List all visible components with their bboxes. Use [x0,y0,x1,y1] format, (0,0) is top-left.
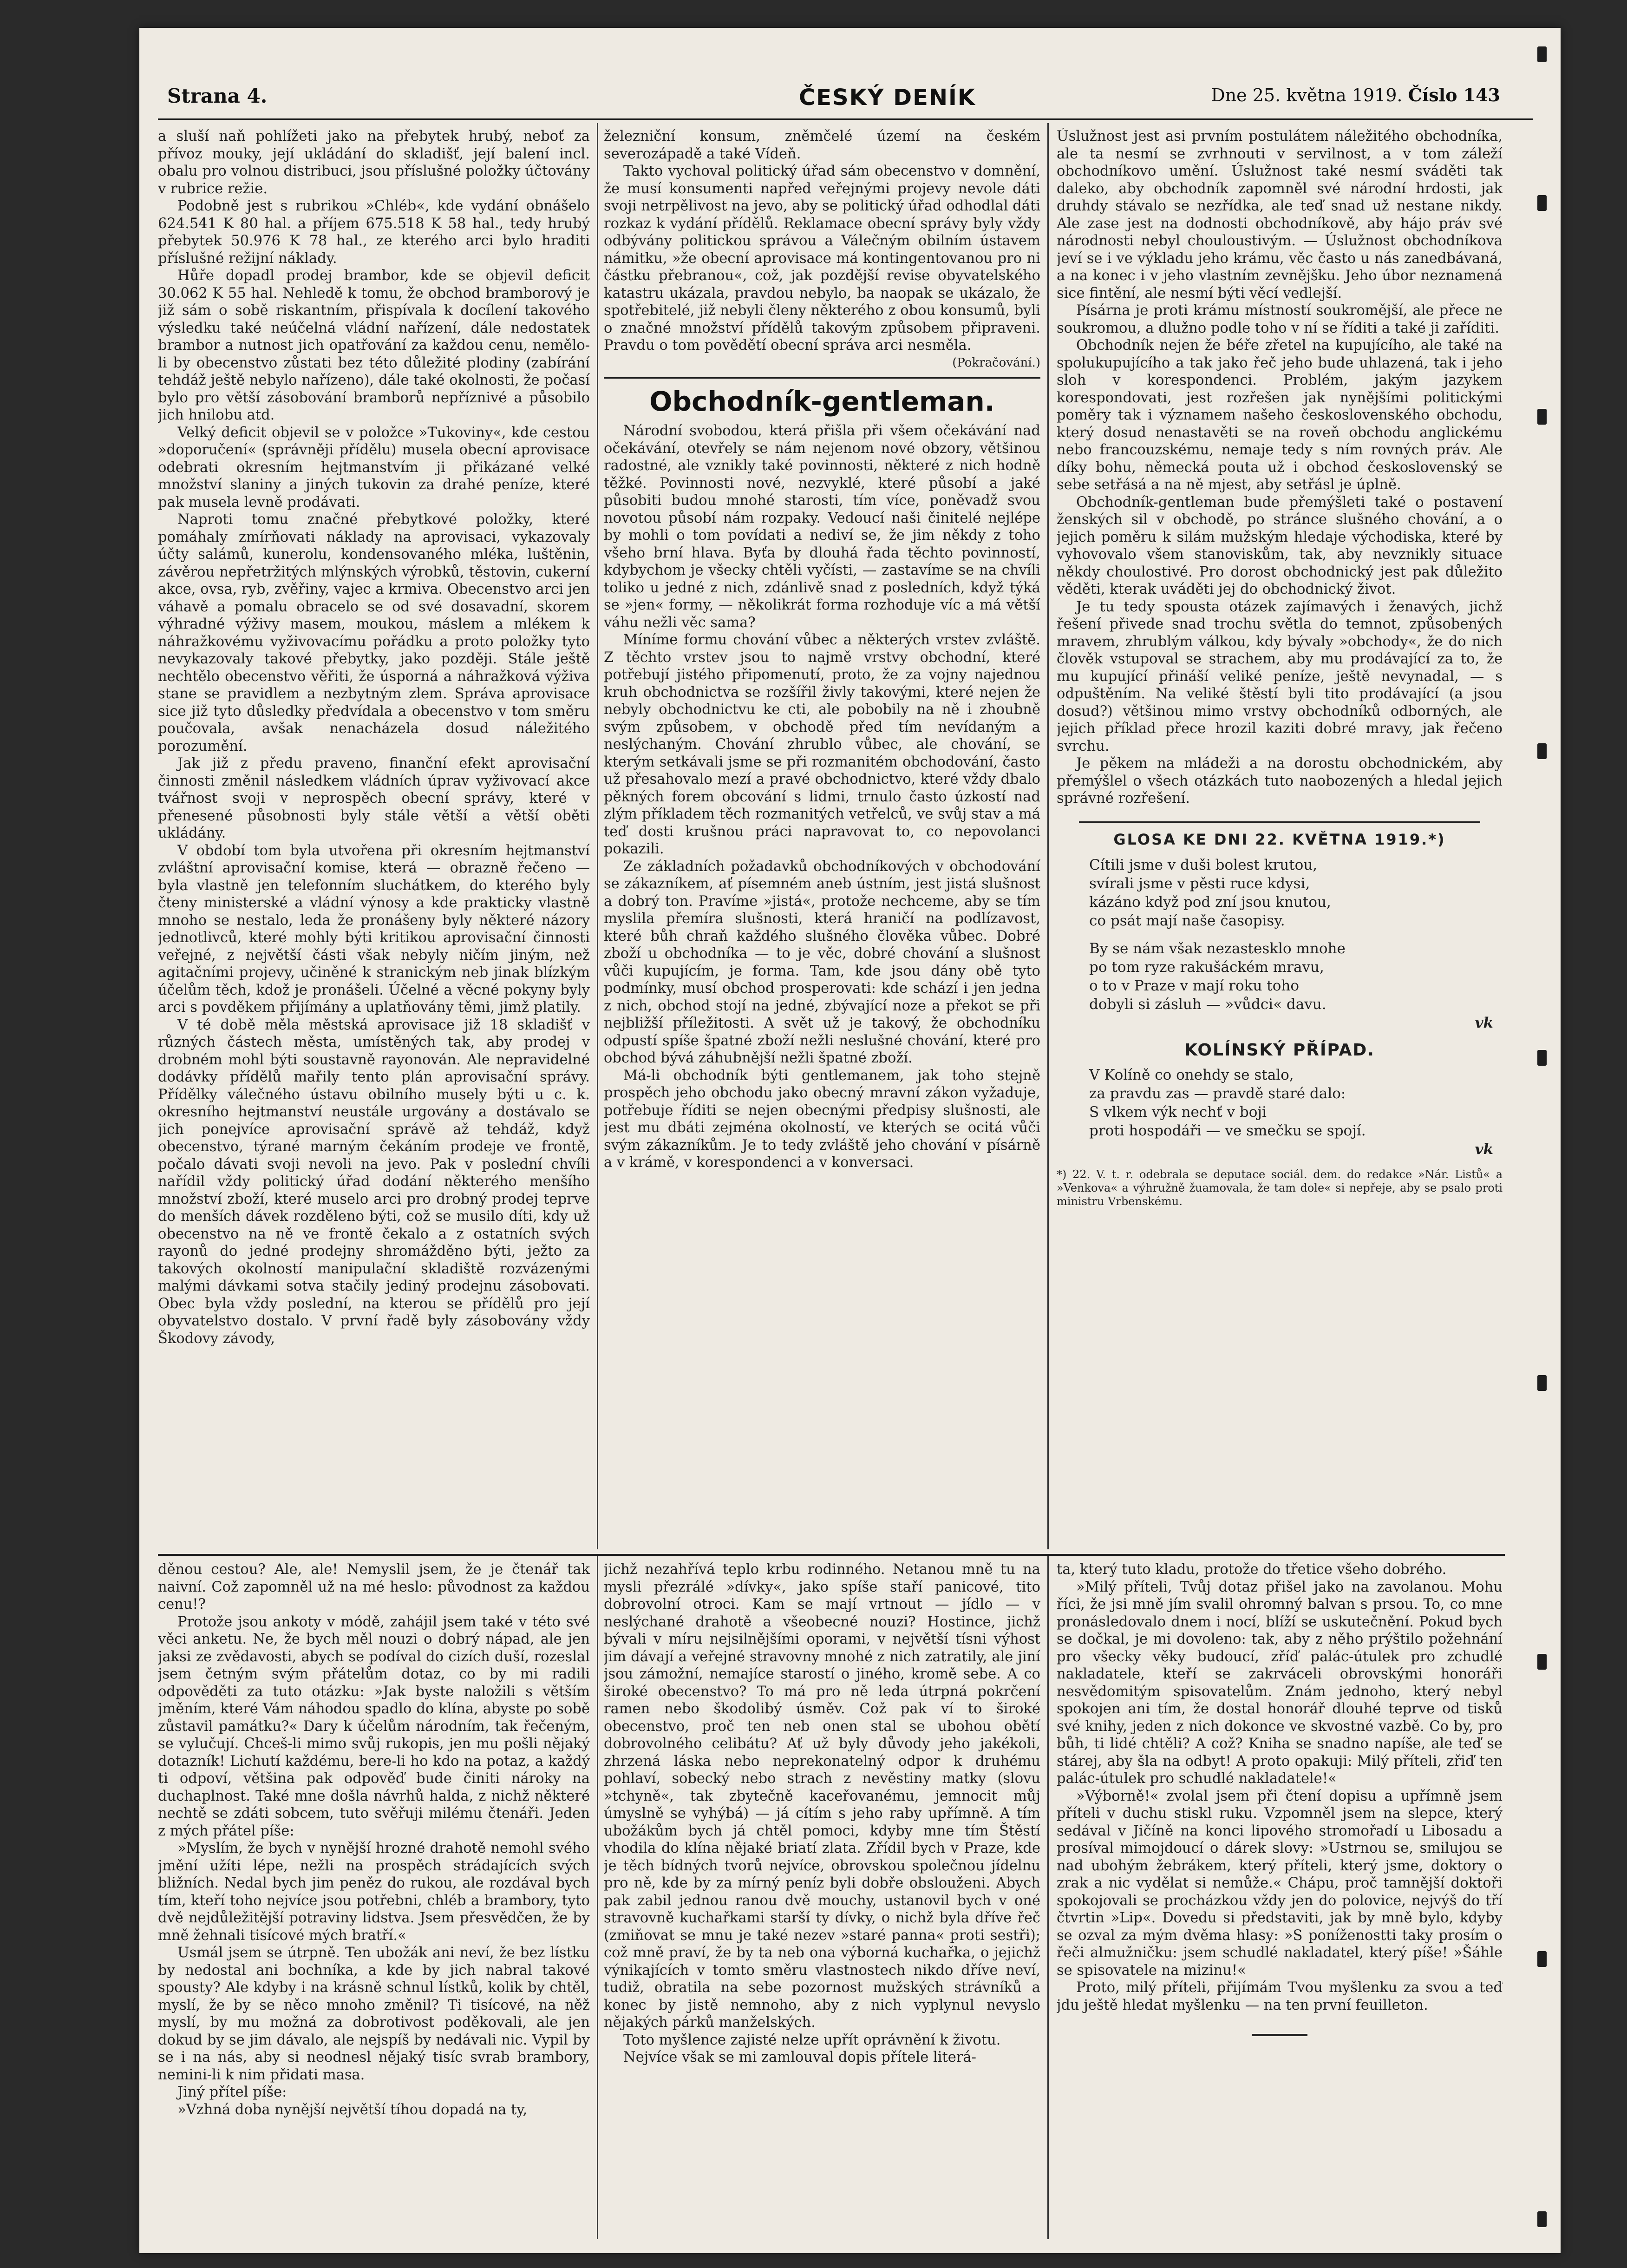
paragraph: Jiný přítel píše: [177,2084,287,2100]
verse-line: svírali jsme v pěsti ruce kdysi, [1089,875,1310,892]
masthead-rule [158,118,1533,120]
verse-line: By se nám však nezastesklo mnohe [1089,940,1346,957]
column-rule-3 [597,1556,598,2239]
verse-line: za pravdu zas — pravdě staré dalo: [1089,1085,1346,1102]
verse-line: Cítili jsme v duši bolest krutou, [1089,857,1318,873]
verse-line: V Kolíně co onehdy se stalo, [1089,1066,1294,1083]
verse-line: S vlkem výk nechť v boji [1089,1103,1267,1121]
paragraph: Úslužnost jest asi prvním postulátem náležitého obchodníka, ale ta nesmí se zvrhnouti v servilnost, a v tom záleží obchodníkovo umění. Úslužnost také nesmí sváděti tak daleko, aby obchodník zapomněl své národní hrdosti, jak druhdy stávalo se nezřídka, ale teď snad už nestane nikdy. Ale zase jest na dodnosti obchodníkově, aby hájo práv své národnosti nebyl chouloustivým. — Úslužnost obchodníkova jeví se i ve výkladu jeho krámu, věc často u nás zanedbávaná, a na konec i v jeho vlastním zevnějšku. Jeho úbor neznamená sice fintění, ale nesmí býti věcí vedlejší. [1057,128,1503,302]
paragraph: Obchodník nejen že béře zřetel na kupujícího, ale také na spolukupujícího a tak jako řeč jeho bude uhlazená, tak i jeho sloh v korespondenci. Problém, jakým jazykem korespondovati, jest rozřešen jak nynějšími politickými poměry tak i významem našeho československého obchodu, který dosud nenastavěti se na roveň obchodu anglickému nebo francouzskému, nemaje tedy s ním rovných práv. Ale díky bohu, německá pouta už i obchod československý se sebe setřásá a na ně mjest, aby setřásl je úplně. [1057,337,1503,493]
paragraph: Má-li obchodník býti gentlemanem, jak toho stejně prospěch jeho obchodu jako obecný mravní zákon vyžaduje, potřebuje říditi se nejen obecnými předpisy slušnosti, ale jest mu dbáti zejména okolností, ve kterých se ocitá vůči svým zákazníkům. Je to tedy zvláště jeho chování v písárně a v krámě, v korespondenci a v konversaci. [604,1067,1040,1171]
end-mark [1057,2023,1503,2041]
paragraph: a sluší naň pohlížeti jako na přebytek hrubý, neboť za přívoz mouky, její ukládání do skladišť, její balení incl. obalu pro volnou distribuci, jsou příslušné položky účtovány v rubrice režie. [158,128,590,197]
paragraph: V té době měla městská aprovisace již 18 skladišť v různých částech města, umístěných tak, aby prodej v drobném mohl býti soustavně rayonován. Ale nepravidelné dodávky přídělů mařily tento plán aprovisační správy. Přídělky válečného ústavu obilního musely býti u c. k. okresního hejtmanství neustále urgovány a dostávalo se jich ponejvíce aprovisační správě až tehdáž, když obecenstvo, týrané marným čekáním prodeje ve frontě, počalo dávati svoji nevoli na jevo. Pak v poslední chvíli nařídil vždy politický úřad dodání některého menšího množství zboží, které muselo arci pro drobný prodej teprve do menších dávek rozděleno býti, což se musilo díti, kdy už obecenstvo na ně ve frontě čekalo a z ostatních svých rayonů do jedné prodejny shromážděno býti, ježto za takových okolností manipulační skladiště rozvázenými malými dávkami sotva stačily jediný prodejnu zásobovati. Obec byla vždy poslední, na kterou se přídělů pro její obyvatelstvo dostalo. V první řadě byly zásobovány vždy Škodovy závody, [158,1016,590,1347]
verse-line: proti hospodáři — ve smečku se spojí. [1089,1122,1366,1139]
paragraph: Míníme formu chování vůbec a některých vrstev zvláště. Z těchto vrstev jsou to najmě vrstvy obchodní, které potřebují jistého připomenutí, proto, že za vojny najednou kruh obchodnictva se rozšířil živly takovými, které nejen že nebyly obchodnictvu ke cti, ale pobobily na ně i zhoubně svým způsobem, v obchodě před tím nevídaným a neslýchaným. Chování zhrublo vůbec, ale chování, se kterým setkávali jsme se při rozmanitém obchodování, často už přesahovalo mezí a pravé obchodnictvo, které vždy dbalo pěkných forem obcování s lidmi, trnulo často úzkostí nad zlým příkladem těch rozmanitých vetřelců, ve svůj stav a má teď dosti krušnou práci napravovat to, co nepovolanci pokazili. [604,632,1040,857]
article-body [604,422,1040,1172]
paragraph: Písárna je proti krámu místností soukromější, ale přece ne soukromou, a dlužno podle toho v ní se říditi a také ji zaříditi. [1057,302,1503,336]
column-rule-4 [1047,1556,1049,2239]
column-1-bottom [158,1561,590,2239]
column-rule-1 [597,123,598,1549]
newspaper-page [139,28,1561,2253]
paragraph: Podobně jest s rubrikou »Chléb«, kde vydání obnášelo 624.541 K 80 hal. a příjem 675.518 K 58 hal., tedy hrubý přebytek 50.976 K 78 hal., ze kterého arci bylo hraditi příslušné režijní náklady. [158,198,590,267]
paragraph: »Výborně!« zvolal jsem při čtení dopisu a upřímně jsem příteli v duchu stiskl ruku. Vzpomněl jsem na slepce, který sedával v Jičíně na konci lipového stromořadí u Libosadu a prosíval mimojdoucí o dárek slovy: »Ustrnou se, smilujou se nad ubohým žebrákem, který příteli, který jsme, doktory o zrak a nic vydělat si nemůže.« Chápu, proč tamnější doktoři spokojovali se procházkou vždy jen do polovice, nejvýš do tří čtvrtin »Lip«. Dovedu si představiti, jak by mně bylo, kdyby se ozval za mým dvěma hlasy: »S poníženostti taky prosím o řeči almužničku: jsem schudlé nakladatel, který píše! »Šáhle se spisovatele na mizinu!« [1057,1788,1503,1979]
verse-line: dobyli si zásluh — »vůdci« davu. [1089,996,1326,1013]
paragraph: Naproti tomu značné přebytkové položky, které pomáhaly zmírňovati náklady na aprovisaci, vykazovaly účty salámů, kunerolu, kondensovaného mléka, luštěnin, závěrou nepřetržitých mlýnských výrobků, těstovin, cukerní akce, ovsa, ryb, zvěřiny, vajec a krmiva. Obecenstvo arci jen váhavě a pomalu obracelo se od své dosavadní, skorem výhradné výživy masem, moukou, máslem a mlékem k náhražkovému vyživovacímu pořádku a proto položky tyto nevykazovaly takové přebytky, jako později. Stále ještě nechtělo obecenstvo věřiti, že úsporná a náhražková výživa stane se pravidlem a nezbytným zlem. Správa aprovisace sice již tyto důsledky předvídala a obecenstvo v tom směru poučovala, avšak nenacházela dosud náležitého porozumění. [158,511,590,754]
masthead [139,74,1561,111]
paragraph: Hůře dopadl prodej brambor, kde se objevil deficit 30.062 K 55 hal. Nehledě k tomu, že obchod bramborový je již sám o sobě riskantním, přispívala k docílení takového výsledku také neúčelná vládní nařízení, dále nedostatek brambor a nutnost jich opatřování za každou cenu, nemělo-li by obecenstvo zůstati bez této důležité plodiny (zabírání tehdáž ještě nebylo nařízeno), dále také okolnosti, že počasí bylo pro větší zásobování bramborů nepříznivé a působilo jich hnilobu atd. [158,268,590,423]
paragraph: Ze základních požadavků obchodníkových v obchodování se zákazníkem, ať písemném aneb ústním, jest jistá slušnost a dobrý ton. Pravíme »jistá«, protože nechceme, aby se tím myslila přemíra slušnosti, která hraničí na podlízavost, které bůh chraň každého slušného člověka vůbec. Dobré zboží u obchodníka — to je věc, dobré chování a slušnost vůči kupujícím, je forma. Tam, kde jsou dány obě tyto podmínky, musí obchod prosperovati: kde schází i jen jedna z nich, obchod stojí na jedné, zbývající noze a překot se při nejbližší příležitosti. A svět už je takový, že obchodníku odpustí spíše špatné zboží nežli neslušné chování, které pro obchod bývá záhubnější nežli špatné zboží. [604,858,1040,1066]
date-text: Dne 25. května 1919. [1211,85,1403,105]
paragraph: jichž nezahřívá teplo krbu rodinného. Netanou mně tu na mysli přezrálé »dívky«, jako spíše staří panicové, tito dobrovolní otroci. Kam se mají vrtnout — jídlo — v neslýchané drahotě a všeobecné nouzi? Hostince, jichž bývali v míru nejsilnějšími oporami, v největší tísni výhost jim dávají a veřejné stravovny mnohé z nich zatratily, ale jiní jsou zámožní, nemajíce starostí o jiného, kromě sebe. A co široké obecenstvo? To má pro ně leda útrpná pokrčení ramen nebo škodolibý úsměv. Což pak ví to široké obecenstvo, proč ten neb onen stal se ubohou obětí dobrovolného celibátu? Ať už byly důvody jeho jakékoli, zhrzená láska nebo neprekonatelný odpor k druhému pohlaví, sobecký nebo strach z nevěstiny matky (slovu »tchyně«, tak zbytečně kaceřovanému, jemnocit můj úmyslně se vyhýbá) — já cítím s jeho raby upřímně. A tím ubožákům bych já chtěl pomoci, kdyby mne tím Štěstí vhodila do klína nějaké briatí zlata. Zřídil bych v Praze, kde je těch bídných tvorů nejvíce, obrovskou společnou jídelnu pro ně, kde by za mírný peníz byli dobře obslouženi. Abych pak zabil jednou ranou dvě mouchy, ustanovil bych v oné stravovně kuchařkami starší ty dívky, o nichž byla dříve řeč (zmiňovat se mnu je také nezev »staré panna« proti sestři); což mně praví, že by ta neb ona výborná kuchařka, o jejichž výnikajících v tomto směru vlastnostech nikdo dříve neví, tudiž, obratila na sebe pozornost mužských strávníků a konec by jistě nemnoho, aby z nich vyplynul nevyslo nějakých párků manželských. [604,1561,1040,2031]
article-title: Obchodník-gentleman. [649,386,995,417]
issue-date [1211,85,1500,105]
paragraph: Je tu tedy spousta otázek zajímavých i ženavých, jichž řešení přivede snad trochu světla do temnot, způsobených mravem, zhrublým válkou, kdy bývaly »obchody«, že do nich člověk vstupoval se strachem, aby mu prodávající za to, že mu kupující přináší veliké peníze, ještě nevynadal, — s odpuštěním. Na veliké štěstí byli tito prodávající (a jsou dosud?) většinou mimo vrstvy obchodníků odborných, ale jejich příklad přece hrozil kaziti dobré mravy, jak řečeno svrchu. [1057,598,1503,754]
paragraph: V období tom byla utvořena při okresním hejtmanství zvláštní aprovisační komise, která — obrazně řečeno — byla vlastně jen telefonním sluchátkem, do kterého byly čteny ministerské a vládní výnosy a kde prakticky vlastně mnoho se nestalo, leda že pronášeny byly některé názory jednotlivců, které mohly býti kritikou aprovisační činnosti veřejné, z největší části však nebyly ničím jiným, než agitačními projevy, učiněné k stranickým neb jinak blízkým účelům těch, kdož je pronášeli. Účelné a věcné pokyny byly arci s povděkem přijímány a uplatňovány těmi, jimž platily. [158,842,590,1016]
column-3-bottom-body [1057,1561,1503,2014]
feuilleton-rule [158,1554,1505,1556]
paragraph: Velký deficit objevil se v položce »Tukoviny«, kde cestou »doporučení« (správněji přídělu) musela obecní aprovisace odebrati okresním hejtmanstvím ji přikázané velké množství slaniny a jiných tukovin za drahé peníze, které pak musela levně prodávati. [158,424,590,511]
paragraph: Protože jsou ankoty v módě, zahájil jsem také v této své věci anketu. Ne, že bych měl nouzi o dobrý nápad, ale jen jaksi ze zvědavosti, abych se podíval do cizích duší, rozeslal jsem četným svým přátelům dotaz, co by mi radili odpověděti za tuto otázku: »Jak byste naložili s větším jměním, které Vám náhodou spadlo do klína, abyste po sobě zůstavil památku?« Dary k účelům národním, tak řečeným, se vylučují. Chceš-li mimo svůj rukopis, jen mu pošli nějaký dotazník! Lichutí každému, bere-li ho kdo na potaz, a každý ti odpoví, většina pak odpověď bude činiti nároky na duchaplnost. Také mne došla návrhů halda, z nichž některé nechtě se zdáti sobcem, tuto svěřuji milému čtenáři. Jeden z mých přátel píše: [158,1613,590,1839]
paragraph: Obchodník-gentleman bude přemýšleti také o postavení ženských sil v obchodě, po stránce slušného chování, a o jejich poměru k silám mužským hledaje východiska, které by vyhovovalo všem stanoviskům, tak, aby nevznikly situace někdy choulostivé. Pro dorost obchodnický jest pak důležito věděti, kterak uváděti jej do obchodnický život. [1057,494,1503,597]
author-signature: vk [1475,1015,1493,1031]
paragraph: Toto myšlence zajisté nelze upřít oprávnění k životu. [623,2032,1001,2048]
footnote: *) 22. V. t. r. odebrala se deputace sociál. dem. do redakce »Nár. Listů« a »Venkova« a výhružně žuamovala, že tam dole« si nepřeje, aby se psalo proti ministru Vrbenskému. [1057,1167,1503,1208]
column-2-bottom [604,1561,1040,2239]
paragraph: »Milý příteli, Tvůj dotaz přišel jako na zavolanou. Mohu říci, že jsi mně jím svalil ohromný balvan s prsou. To, co mne pronásledovalo dnem i nocí, blíží se uskutečnění. Pokud bych se dočkal, je mi dovoleno: tak, aby z něho prýštilo požehnání pro všecky věky budoucí, zříď palác-útulek pro zchudlé nakladatele, kteří se zakrváceli obrovskými honoráři nesvědomitým spisovatelům. Znám jednoho, který nebyl spokojen ani tím, že dostal honorář dlouhé teprve od tisků své knihy, jeden z nich dokonce ve skvostné vazbě. Co by, pro bůh, ti lidé chtěli? A což? Kniha se snadno napíše, ale teď se stárej, aby šla na odbyt! A proto opakuji: Milý příteli, zřiď ten palác-útulek pro schudlé nakladatele!« [1057,1579,1503,1787]
paragraph: Jak již z předu praveno, finanční efekt aprovisační činnosti změnil následkem vládních úprav vyživovací akce tvářnost svoji v neprospěch obecní správy, které v přenesené působnosti byly stále větší a větší oběti ukládány. [158,755,590,841]
glosa-stanza-1 [1089,856,1503,930]
paragraph: Usmál jsem se útrpně. Ten ubožák ani neví, že bez lístku by nedostal ani bochníka, a kde by jich nabral takové spousty? Ale kdyby i na krásně schnul lístků, kolik by chtěl, myslí, že by se něco mnoho změnil? Ti tisícové, na něž myslí, by mu možná za dobrotivost poděkovali, ale jen dokud by se jim dávalo, ale nejspíš by nedávali nic. Vypil by se i na nás, aby si neodnesl nějaký tisíc svrab brambory, nemini-li k nim přidati masa. [158,1945,590,2083]
paragraph: Je pěkem na mládeži a na dorostu obchodnickém, aby přemýšlel o všech otázkách tuto naobozených a hledal jejich správné rozřešení. [1057,755,1503,806]
verse-line: o to v Praze v mají roku toho [1089,977,1300,994]
paragraph: železniční konsum, zněmčelé území na českém severozápadě a také Vídeň. [604,128,1040,162]
paragraph: »Vzhná doba nynější největší tíhou dopadá na ty, [177,2101,528,2118]
paragraph: Proto, milý příteli, přijímám Tvou myšlenku za svou a teď jdu ještě hledat myšlenku — na ten první feuilleton. [1057,1980,1503,2013]
glosa-title: GLOSA KE DNI 22. KVĚTNA 1919.*) [1113,830,1446,848]
paragraph: Národní svobodou, která přišla při všem očekávání nad očekávání, otevřely se nám nejenom nové obzory, většinou radostné, ale vznikly také povinnosti, některé z nich hodně těžké. Povinnosti nové, nezvyklé, které působí a jaké působiti budou mnohé starosti, tím více, poněvadž svou novotou působí nám rozpaky. Vedoucí naši činitelé nejlépe by mohli o tom povídati a nediví se, že jim někdy z toho všeho brní hlava. Byťa by dlouhá řada těchto povinností, kdybychom je všecky chtěli vyčísti, — zastavíme se na chvíli toliko u jedné z nich, zdánlivě snad z posledních, když týká se »jen« formy, — několikrát forma rozhoduje víc a má větší váhu nežli věc sama? [604,423,1040,631]
glosa-stanza-2 [1089,939,1503,1032]
column-3-bottom [1057,1561,1503,2239]
column-2-top-body [604,128,1040,354]
column-1-top [158,128,590,1549]
column-3-top [1057,128,1503,1549]
paragraph: Nejvíce však se mi zamlouval dopis přítele literá- [623,2049,976,2065]
verse-line: co psát mají naše časopisy. [1089,912,1285,929]
issue-number: Číslo 143 [1408,85,1500,105]
paragraph: ta, který tuto kladu, protože do třetice všeho dobrého. [1057,1561,1447,1578]
continued-note: (Pokračování.) [952,355,1040,370]
binding-marks [1528,28,1547,2253]
verse-line: kázáno když pod zní jsou knutou, [1089,894,1331,911]
column-2-top [604,128,1040,1549]
paragraph: děnou cestou? Ale, ale! Nemyslil jsem, že je čtenář tak naivní. Což zapomněl už na mé heslo: původnost za každou cenu!? [158,1561,590,1613]
kolin-stanza [1089,1066,1503,1159]
newspaper-title: ČESKÝ DENÍK [799,85,976,111]
column-rule-2 [1047,123,1049,1549]
glosa-rule [1079,821,1480,823]
page-number: Strana 4. [167,85,268,107]
author-signature: vk [1475,1141,1493,1158]
verse-line: po tom ryze rakušáckém mravu, [1089,959,1324,976]
paragraph: Takto vychoval politický úřad sám obecenstvo v domnění, že musí konsumenti napřed veřejnými projevy nevole dáti svoji netrpělivost na jevo, aby se politický úřad odhodlal dáti rozkaz k vydání přídělů. Reklamace obecní správy byly vždy odbývány politickou správou a Válečným obilním ústavem námitku, »že obecní aprovisace má kontingentovanou pro ni částku přebranou«, což, jak pozdější revise obyvatelského katastru ukázala, pravdou nebylo, ba naopak se ukázalo, že spotřebitelé, již nebyli členy některého z obou konsumů, byli o značné množství přídělů takovým způsobem připraveni. Pravdu o tom povědětí obecní správa arci nesměla. [604,163,1040,354]
kolin-title: KOLÍNSKÝ PŘÍPAD. [1184,1041,1375,1060]
article-top-rule [604,377,1040,379]
paragraph: »Myslím, že bych v nynější hrozné drahotě nemohl svého jmění užíti lépe, nežli na prospěch strádajících svých bližních. Nedal bych jim peněz do rukou, ale rozdával bych tím, kteří toho nejvíce jsou potřebni, chléb a brambory, tyto dvě nejdůležitější potraviny lidstva. Jsem přesvědčen, že by mně žehnali tisícové mých bratří.« [158,1840,590,1944]
column-3-top-body [1057,128,1503,807]
